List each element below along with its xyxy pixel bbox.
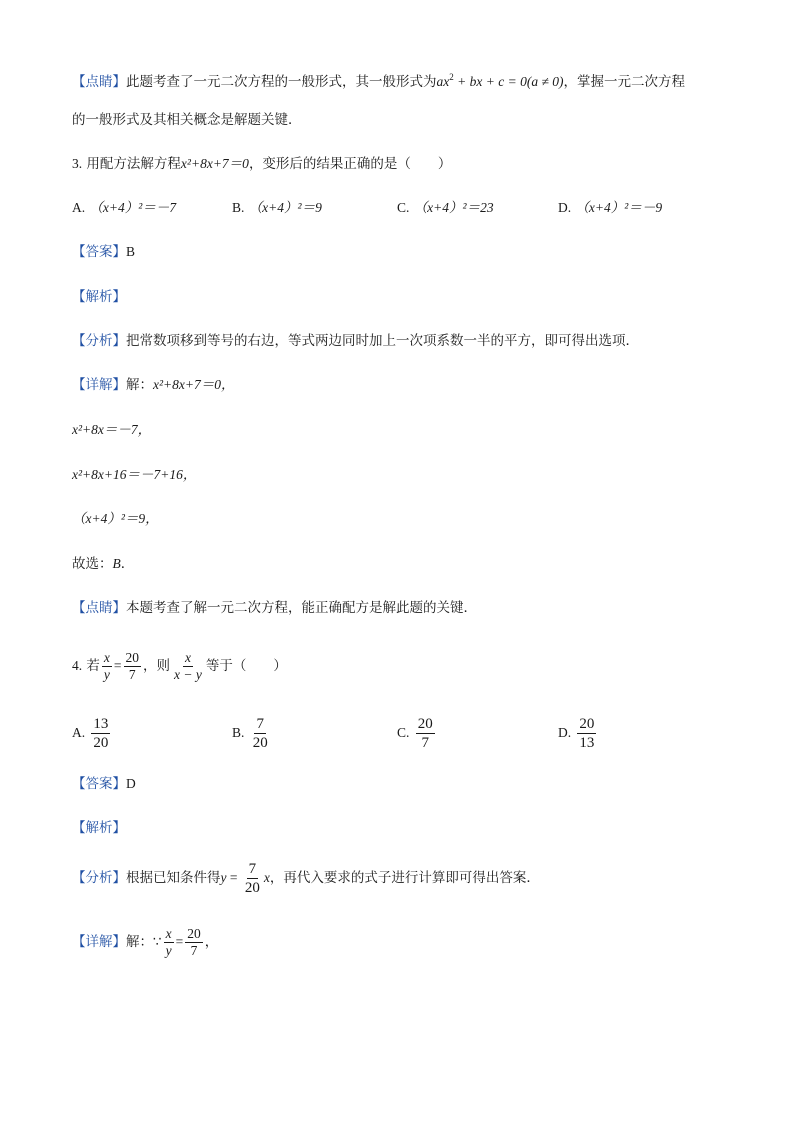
answer-value: D	[126, 776, 136, 791]
fenxi-text-2: ，再代入要求的式子进行计算即可得出答案．	[269, 870, 540, 886]
detail-lead: 解：	[126, 377, 153, 393]
option-text: （x+4）²＝－9	[575, 200, 663, 215]
frac-den: 7	[128, 667, 136, 682]
option-text: （x+4）²＝9	[248, 200, 322, 215]
fraction-7-over-20	[243, 860, 262, 897]
option-letter: B.	[232, 725, 245, 740]
formula-y: y	[220, 870, 227, 885]
option-fraction	[416, 715, 435, 752]
choose-end: ．	[120, 556, 135, 572]
question-4-fenxi	[72, 858, 540, 898]
frac-num: 7	[256, 716, 264, 732]
option-letter: C.	[397, 725, 410, 740]
general-form-rest: + bx + c = 0	[453, 74, 527, 89]
fraction-20-over-7	[124, 650, 142, 683]
detail-end: ，	[204, 934, 219, 950]
question-4-answer	[72, 774, 136, 794]
fenxi-tag: 【分析】	[72, 333, 126, 349]
question-4-analysis-tag: 【解析】	[72, 820, 126, 836]
fenxi-text: 根据已知条件得	[126, 870, 221, 886]
choose-value: B	[112, 556, 121, 571]
answer-tag: 【答案】	[72, 776, 126, 792]
fraction-x-over-x-minus-y	[172, 650, 204, 683]
question-3-option-a[interactable]	[72, 198, 176, 218]
option-letter: D.	[558, 725, 572, 740]
general-form-sup: 2	[449, 72, 454, 82]
frac-num: 13	[93, 716, 109, 732]
question-3-choose	[72, 554, 134, 574]
option-letter: C.	[397, 200, 410, 215]
option-letter: A.	[72, 725, 86, 740]
frac-num: 7	[248, 861, 257, 877]
question-3-fenxi	[72, 331, 639, 351]
question-4-ze: ，则	[143, 658, 171, 674]
frac-num: x	[165, 926, 172, 941]
formula-x: x	[263, 870, 270, 885]
frac-den: x − y	[174, 667, 202, 682]
option-fraction	[251, 715, 270, 752]
frac-den: 20	[93, 735, 109, 751]
option-fraction	[91, 715, 110, 752]
option-fraction	[577, 715, 596, 752]
general-form-condition: (a ≠ 0)	[526, 74, 564, 89]
question-3-number: 3.	[72, 156, 83, 171]
fenxi-tag: 【分析】	[72, 870, 126, 886]
equals: =	[175, 934, 184, 949]
option-text: （x+4）²＝－7	[89, 200, 177, 215]
question-3-detail	[72, 375, 235, 395]
dianjing-paragraph-line-2: 的一般形式及其相关概念是解题关键．	[72, 112, 302, 128]
option-letter: A.	[72, 200, 86, 215]
option-letter: B.	[232, 200, 245, 215]
frac-den: 7	[190, 943, 198, 958]
formula-equals: =	[226, 870, 241, 885]
fraction-x-over-y	[102, 650, 112, 683]
solution-step-1: x²+8x+7＝0，	[153, 377, 235, 392]
question-3-analysis-tag: 【解析】	[72, 289, 126, 305]
question-4-option-c[interactable]	[397, 714, 437, 752]
dianjing-text-2: ，掌握一元二次方程	[563, 74, 685, 90]
option-text: （x+4）²＝23	[413, 200, 494, 215]
general-form-ax: ax	[436, 74, 450, 89]
question-4-detail	[72, 922, 218, 962]
dianjing-text: 此题考查了一元二次方程的一般形式，其一般形式为	[126, 74, 437, 90]
frac-den: y	[103, 667, 110, 682]
fenxi-text: 把常数项移到等号的右边，等式两边同时加上一次项系数一半的平方，即可得出选项．	[126, 333, 639, 349]
question-3-stem	[72, 154, 451, 174]
frac-num: 20	[417, 716, 433, 732]
frac-den: 20	[244, 880, 260, 896]
dianjing-text: 本题考查了解一元二次方程，能正确配方是解此题的关键．	[126, 600, 477, 616]
dianjing-paragraph-line-1	[72, 72, 685, 92]
dianjing-tag: 【点睛】	[72, 74, 126, 90]
frac-num: x	[103, 650, 110, 665]
frac-num: x	[184, 650, 191, 665]
fraction-20-over-7	[185, 926, 203, 959]
question-3-equation: x²+8x+7＝0	[180, 156, 249, 171]
frac-num: 20	[187, 926, 201, 941]
question-3-answer	[72, 242, 135, 262]
question-3-stem-text: 用配方法解方程	[86, 156, 181, 172]
choose-label: 故选：	[72, 556, 113, 572]
question-4-option-d[interactable]	[558, 714, 598, 752]
frac-den: 13	[579, 735, 595, 751]
question-3-option-b[interactable]	[232, 198, 322, 218]
question-4-number: 4.	[72, 658, 83, 673]
question-4-option-b[interactable]	[232, 714, 272, 752]
frac-den: 20	[252, 735, 268, 751]
option-letter: D.	[558, 200, 572, 215]
detail-tag: 【详解】	[72, 377, 126, 393]
frac-den: y	[165, 943, 172, 958]
solution-step-4: （x+4）²＝9，	[72, 511, 159, 526]
detail-tag: 【详解】	[72, 934, 126, 950]
question-4-ruo: 若	[86, 658, 100, 674]
question-4-option-a[interactable]	[72, 714, 112, 752]
answer-value: B	[126, 244, 136, 259]
frac-num: 20	[125, 650, 140, 665]
question-3-option-d[interactable]	[558, 198, 662, 218]
frac-den: 7	[421, 735, 429, 751]
fraction-x-over-y	[164, 926, 174, 959]
equals: =	[113, 658, 122, 673]
question-4-dengyu: 等于（ ）	[205, 658, 287, 674]
question-3-option-c[interactable]	[397, 198, 494, 218]
question-4-stem	[72, 648, 287, 684]
solution-step-3: x²+8x+16＝－7+16，	[72, 467, 197, 482]
question-3-stem-tail: ，变形后的结果正确的是（ ）	[248, 156, 452, 172]
dianjing-tag: 【点睛】	[72, 600, 126, 616]
question-3-dianjing	[72, 598, 477, 618]
detail-lead: 解：∵	[126, 934, 162, 950]
solution-step-2: x²+8x＝－7，	[72, 422, 152, 437]
answer-tag: 【答案】	[72, 244, 126, 260]
frac-num: 20	[579, 716, 595, 732]
